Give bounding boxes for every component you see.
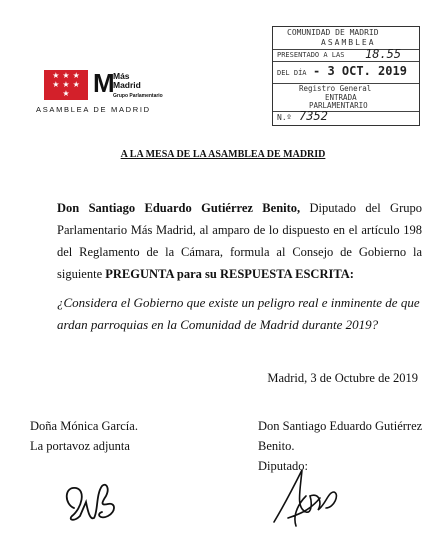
left-signature xyxy=(60,472,130,532)
star-icon: ★ xyxy=(52,80,60,89)
star-icon: ★ xyxy=(52,71,60,80)
stamp-presented-time: 18.55 xyxy=(365,47,402,61)
party-name: Más Madrid xyxy=(113,71,141,90)
stamp-line2: ASAMBLEA xyxy=(321,38,376,47)
stamp-day-label: DEL DÍA xyxy=(277,69,307,77)
question-intro xyxy=(57,197,422,285)
pregunta-label: PREGUNTA para su RESPUESTA ESCRITA: xyxy=(105,267,354,281)
party-group: Grupo Parlamentario xyxy=(113,93,163,99)
stamp-line1: COMUNIDAD DE MADRID xyxy=(287,28,379,37)
stamp-number: 7352 xyxy=(299,109,328,123)
institution-name: ASAMBLEA DE MADRID xyxy=(36,105,151,114)
place-date: Madrid, 3 de Octubre de 2019 xyxy=(267,371,418,385)
stamp-registry-label: Registro General xyxy=(299,84,372,93)
stamp-entry-label: ENTRADA xyxy=(325,93,357,102)
stamp-parliament-label: PARLAMENTARIO xyxy=(309,101,368,110)
right-signatory-name: Don Santiago Eduardo Gutiérrez Benito. xyxy=(258,419,423,453)
stamp-date: - 3 OCT. 2019 xyxy=(313,64,407,78)
party-logo-initial: M xyxy=(93,68,115,98)
stamp-presented-label: PRESENTADO A LAS xyxy=(277,51,345,59)
right-signatory-role: Diputado: xyxy=(258,459,308,473)
right-signature xyxy=(266,462,346,536)
star-icon: ★ xyxy=(62,89,70,98)
star-icon: ★ xyxy=(62,80,70,89)
left-signatory xyxy=(30,416,138,456)
registry-stamp xyxy=(272,26,420,126)
star-icon: ★ xyxy=(72,80,80,89)
deputy-name: Don Santiago Eduardo Gutiérrez Benito, xyxy=(57,201,301,215)
party-logo xyxy=(93,70,163,106)
question-text: ¿Considera el Gobierno que existe un peligro real e inminente de que ardan parroquias en la Comunidad de Madrid durante 2019? xyxy=(57,295,420,332)
left-signatory-role: La portavoz adjunta xyxy=(30,439,130,453)
intro-text: Diputado del Grupo Parlamentario Más Madrid, al amparo de lo dispuesto en el artículo 198 del Reglamento de la Cámara, formula al Consejo de Gobierno la siguiente xyxy=(57,201,422,281)
star-icon: ★ xyxy=(72,71,80,80)
stamp-number-label: N.º xyxy=(277,113,292,122)
document-heading: A LA MESA DE LA ASAMBLEA DE MADRID xyxy=(120,149,326,160)
star-icon: ★ xyxy=(62,71,70,80)
asamblea-flag-logo xyxy=(44,70,88,100)
left-signatory-name: Doña Mónica García. xyxy=(30,419,138,433)
